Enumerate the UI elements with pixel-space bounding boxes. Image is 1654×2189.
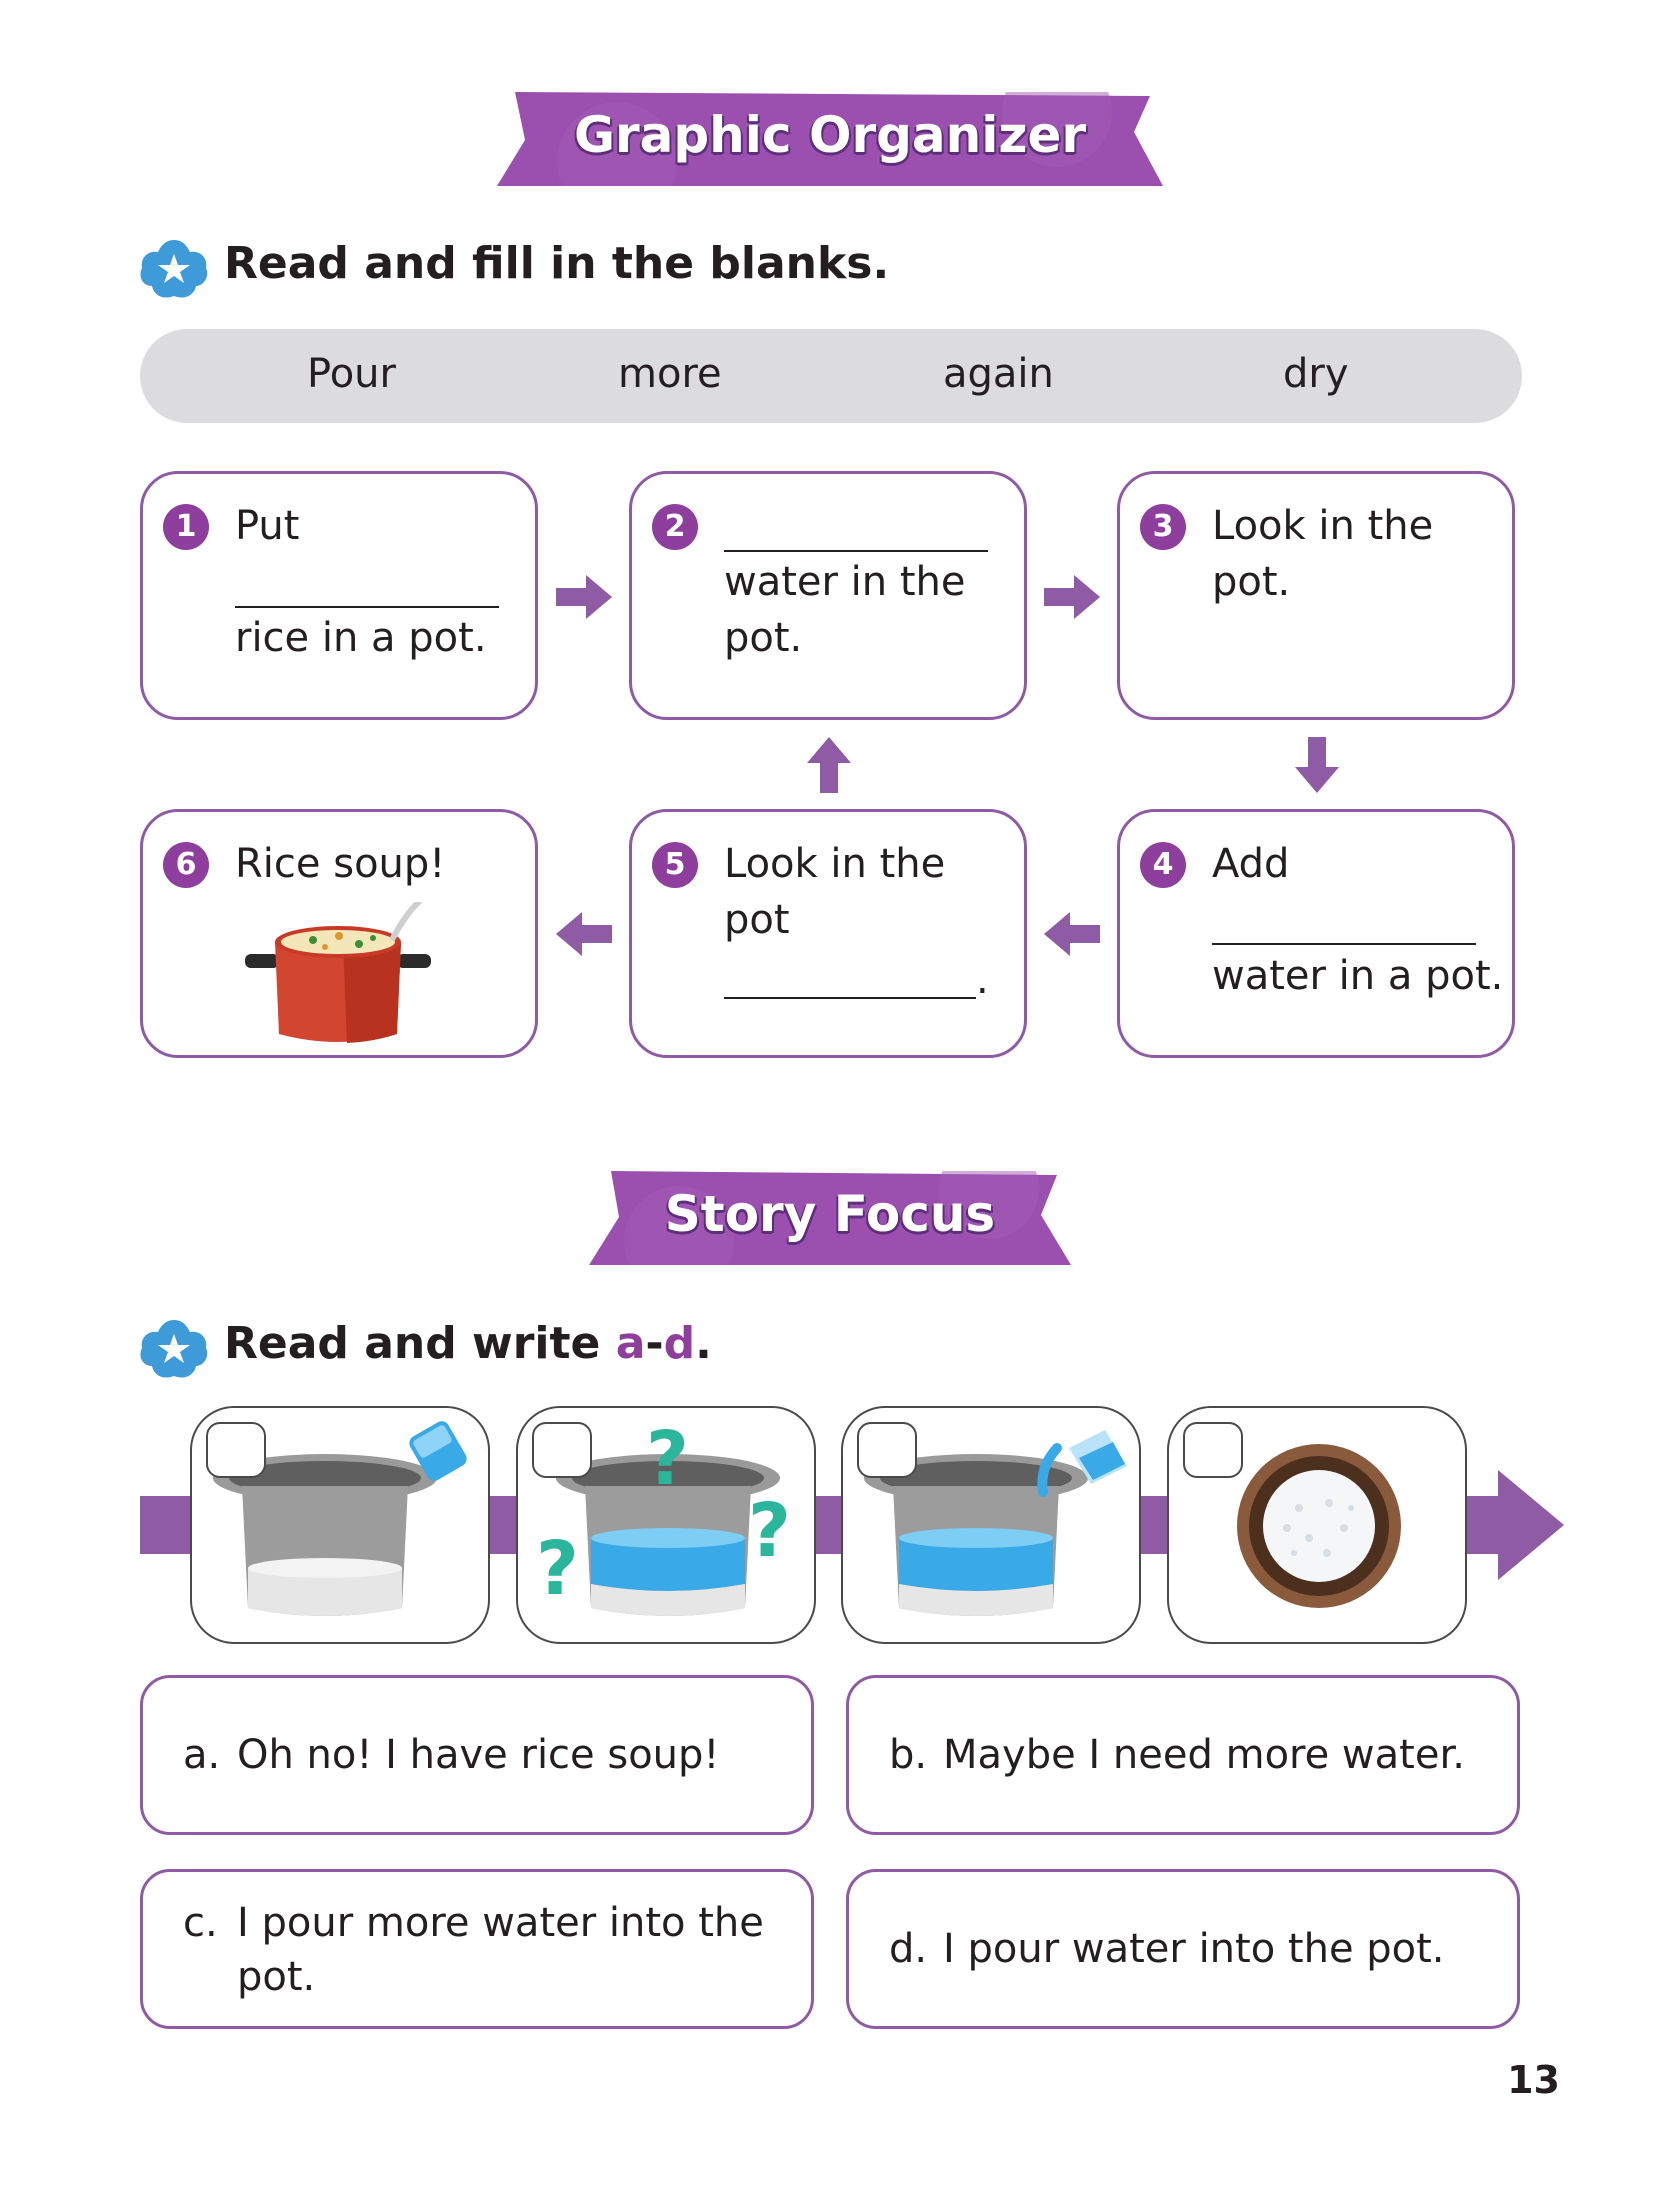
sentence-letter: c. [183,1900,218,1946]
step-text: Look in the [1212,503,1434,549]
instruction-letter: a [615,1318,646,1369]
sentence-box-a [140,1675,814,1835]
step-box-2 [629,471,1027,720]
answer-box[interactable] [857,1422,917,1478]
answer-blank[interactable] [724,550,988,552]
sentence-text: I pour water into the pot. [943,1926,1445,1972]
star-flower-icon [138,238,210,300]
step-number: 5 [652,842,698,888]
star-flower-icon [138,1318,210,1380]
step-number: 6 [163,842,209,888]
instruction-text: Read and write [224,1318,616,1369]
answer-box[interactable] [532,1422,592,1478]
step-text: pot. [724,615,803,661]
step-text: water in the [724,559,966,605]
arrow-right-icon [1468,1470,1564,1580]
arrow-right-icon [1044,575,1100,619]
step-number: 4 [1140,842,1186,888]
answer-box[interactable] [206,1422,266,1478]
story-panel-4 [1167,1406,1467,1644]
story-panel-2 [516,1406,816,1644]
step-text: Rice soup! [235,841,446,887]
answer-blank[interactable] [724,997,976,999]
step-number: 1 [163,504,209,550]
answer-blank[interactable] [235,606,499,608]
sentence-box-c [140,1869,814,2029]
word-bank-item: more [618,351,722,397]
graphic-organizer-banner [497,92,1163,186]
step-box-6 [140,809,538,1058]
instruction-period: . [695,1318,712,1369]
write-letters-instruction [224,1318,712,1369]
step-text: . [976,957,989,1003]
arrow-up-icon [807,737,851,793]
word-bank-item: Pour [307,351,396,397]
word-bank [140,329,1522,423]
answer-box[interactable] [1183,1422,1243,1478]
question-mark: ? [646,1416,689,1502]
sentence-text: pot. [237,1954,316,2000]
step-text: rice in a pot. [235,615,487,661]
step-text: pot. [1212,559,1291,605]
question-mark: ? [748,1488,791,1574]
step-box-4 [1117,809,1515,1058]
step-number: 2 [652,504,698,550]
arrow-left-icon [1044,912,1100,956]
answer-blank[interactable] [1212,943,1476,945]
story-panel-3 [841,1406,1141,1644]
arrow-right-icon [556,575,612,619]
step-box-1 [140,471,538,720]
graphic-organizer-title: Graphic Organizer [573,106,1087,164]
step-number: 3 [1140,504,1186,550]
page-number: 13 [1507,2058,1560,2102]
step-text: Put [235,503,300,549]
arrow-down-icon [1295,737,1339,793]
sentence-text: Maybe I need more water. [943,1732,1465,1778]
question-mark: ? [536,1526,579,1612]
sentence-box-b [846,1675,1520,1835]
word-bank-item: dry [1283,351,1349,397]
story-panel-1 [190,1406,490,1644]
sentence-text: Oh no! I have rice soup! [237,1732,720,1778]
sentence-letter: b. [889,1732,928,1778]
step-text: Add [1212,841,1290,887]
sentence-text: I pour more water into the [237,1900,764,1946]
instruction-letter: d [663,1318,696,1369]
fill-blanks-instruction: Read and fill in the blanks. [224,238,890,289]
step-text: Look in the [724,841,946,887]
sentence-letter: a. [183,1732,221,1778]
instruction-dash: - [645,1318,664,1369]
step-text: water in a pot. [1212,953,1504,999]
arrow-left-icon [556,912,612,956]
step-box-3 [1117,471,1515,720]
step-text: pot [724,897,790,943]
sentence-letter: d. [889,1926,928,1972]
soup-pot-icon [243,902,433,1052]
word-bank-item: again [943,351,1054,397]
story-focus-title: Story Focus [664,1185,996,1243]
sentence-box-d [846,1869,1520,2029]
step-box-5 [629,809,1027,1058]
story-focus-banner [589,1171,1071,1265]
